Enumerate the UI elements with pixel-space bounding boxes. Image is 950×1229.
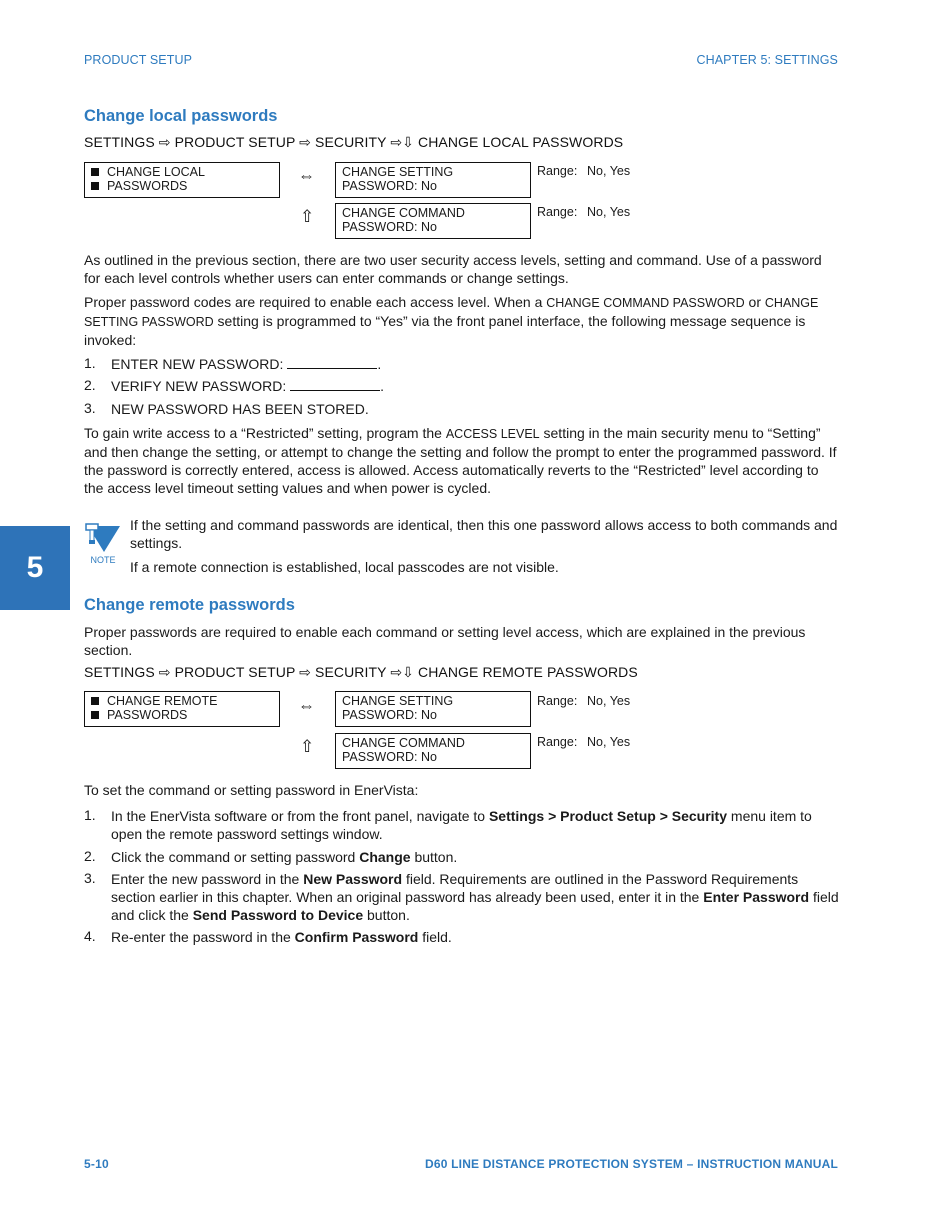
list-number: 1. [84,807,96,823]
menu-path-remote: SETTINGS ⇨ PRODUCT SETUP ⇨ SECURITY ⇨⇩ CHANGE REMOTE PASSWORDS [84,664,638,680]
menu-box-change-remote [84,691,280,727]
blank-line [290,378,380,391]
running-header-left: PRODUCT SETUP [84,53,193,67]
paragraph: To set the command or setting password in EnerVista: [84,782,419,798]
left-right-arrow-icon: ⇔ [298,696,315,715]
box-line: CHANGE COMMAND [342,736,465,750]
note-text: If a remote connection is established, local passcodes are not visible. [130,559,559,575]
list-item: Re-enter the password in the Confirm Password field. [111,929,452,945]
list-number: 2. [84,377,96,393]
section-title-local: Change local passwords [84,107,278,125]
box-line: CHANGE SETTING [342,165,454,179]
page-number: 5-10 [84,1157,109,1171]
range-value: No, Yes [587,205,631,219]
note-icon [84,520,122,566]
range-label: Range: [537,164,578,178]
range-value: No, Yes [587,164,631,178]
bullet-square [91,697,99,705]
box-line: PASSWORD: No [342,750,437,764]
command-password-box [335,733,531,769]
range-label: Range: [537,735,578,749]
list-item: Enter the new password in the New Password field. Requirements are outlined in the Password Requirements section earlier in this chapter. When an original password has already been used, enter it in the Enter Password field and click the Send Password to Device button. [111,871,839,923]
list-number: 3. [84,870,96,886]
list-number: 3. [84,400,96,416]
paragraph: To gain write access to a “Restricted” setting, program the ACCESS LEVEL setting in the main security menu to “Setting” and then change the setting, or attempt to change the setting and follow the prompt to enter the programmed password. If the password is correctly entered, access is allowed. Access automatically reverts to the “Restricted” level according to the access level timeout setting values and when power is cycled. [84,425,837,496]
menu-box-change-local [84,162,280,198]
note-label: NOTE [90,555,116,565]
list-item: ENTER NEW PASSWORD: . [111,356,382,372]
left-right-arrow-icon: ⇔ [298,166,315,185]
list-item: VERIFY NEW PASSWORD: . [111,378,385,394]
note-text: If the setting and command passwords are identical, then this one password allows access to both commands and settings. [130,517,838,551]
box-line: CHANGE COMMAND [342,206,465,220]
box-line: PASSWORD: No [342,179,437,193]
list-number: 4. [84,928,96,944]
setting-password-box [335,691,531,727]
list-item: NEW PASSWORD HAS BEEN STORED. [111,401,369,417]
up-arrow-icon: ⇧ [300,207,315,226]
list-number: 1. [84,355,96,371]
menu-path-local: SETTINGS ⇨ PRODUCT SETUP ⇨ SECURITY ⇨⇩ CHANGE LOCAL PASSWORDS [84,134,624,150]
setting-password-box [335,162,531,198]
menu-line: PASSWORDS [107,179,188,193]
menu-line: CHANGE REMOTE [107,694,218,708]
bullet-square [91,182,99,190]
range-value: No, Yes [587,694,631,708]
chapter-tab: 5 [0,526,70,610]
section-title-remote: Change remote passwords [84,596,295,614]
menu-line: CHANGE LOCAL [107,165,205,179]
blank-line [287,356,377,369]
command-password-box [335,203,531,239]
range-value: No, Yes [587,735,631,749]
list-item: Click the command or setting password Change button. [111,849,458,865]
paragraph: Proper password codes are required to enable each access level. When a CHANGE COMMAND PASSWORD or CHANGE SETTING PASSWORD setting is programmed to “Yes” via the front panel interface, the following message sequence is invoked: [84,294,819,348]
bullet-square [91,711,99,719]
list-number: 2. [84,848,96,864]
range-label: Range: [537,205,578,219]
box-line: CHANGE SETTING [342,694,454,708]
paragraph: Proper passwords are required to enable each command or setting level access, which are explained in the previous section. [84,624,806,658]
menu-line: PASSWORDS [107,708,188,722]
footer-title: D60 LINE DISTANCE PROTECTION SYSTEM – INSTRUCTION MANUAL [424,1157,838,1171]
range-label: Range: [537,694,578,708]
box-line: PASSWORD: No [342,708,437,722]
up-arrow-icon: ⇧ [300,737,315,756]
running-header-right: CHAPTER 5: SETTINGS [696,53,838,67]
list-item: In the EnerVista software or from the front panel, navigate to Settings > Product Setup > Security menu item to open the remote password settings window. [111,808,812,842]
paragraph: As outlined in the previous section, there are two user security access levels, setting and command. Use of a password for each level controls whether users can enter commands or change settings. [84,252,822,286]
box-line: PASSWORD: No [342,220,437,234]
bullet-square [91,168,99,176]
